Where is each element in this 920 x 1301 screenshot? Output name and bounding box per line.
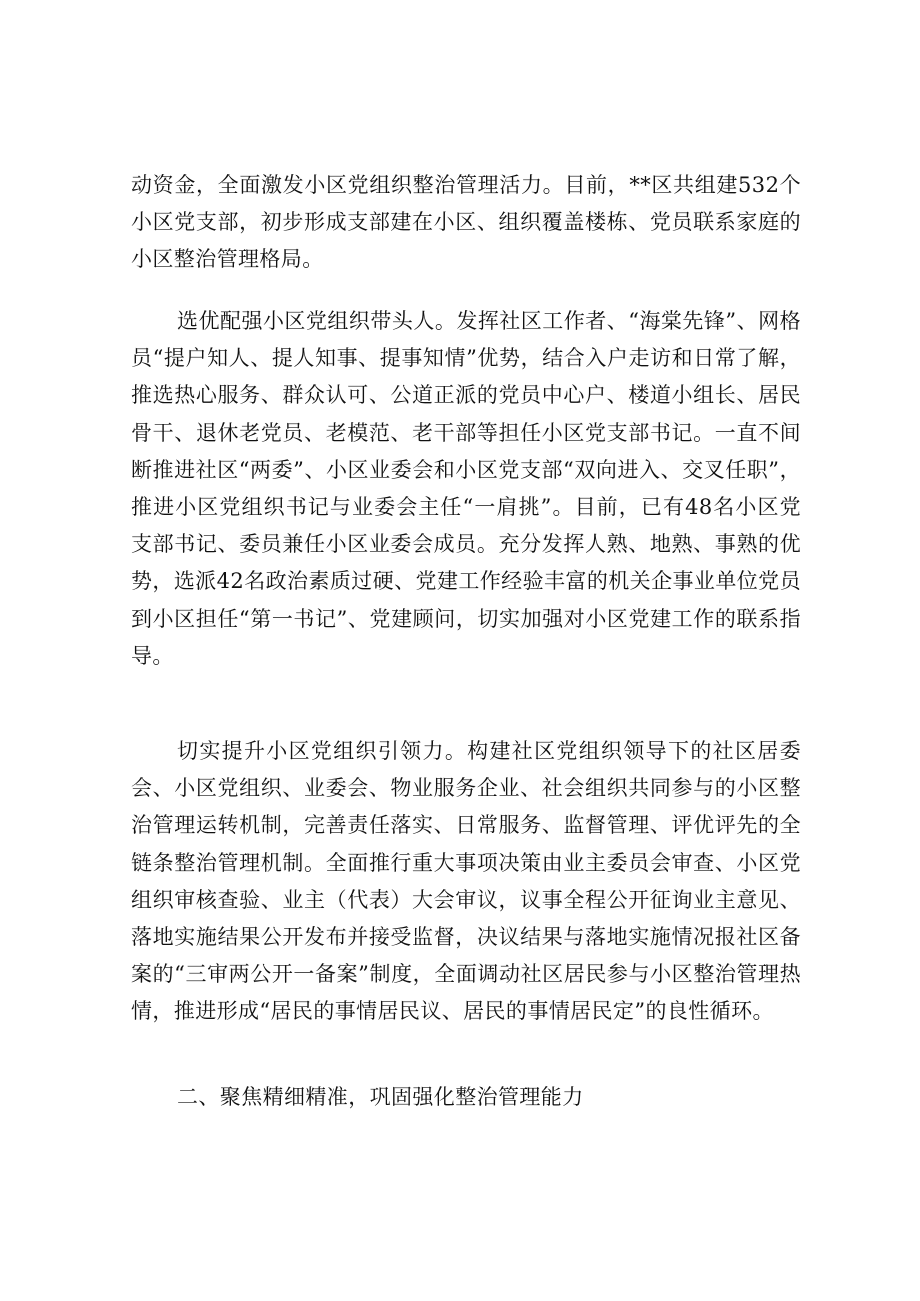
- section-heading-block: [131, 1079, 801, 1116]
- body-text-continuation: [131, 167, 801, 279]
- section-heading: 二、聚焦精细精准，巩固强化整治管理能力: [177, 1085, 584, 1109]
- body-text-leadership: [131, 733, 801, 1031]
- paragraph-continuation: 动资金，全面激发小区党组织整治管理活力。目前，**区共组建532个小区党支部，初步形成支部建在小区、组织覆盖楼栋、党员联系家庭的小区整治管理格局。: [131, 173, 801, 272]
- body-text-leaders: [131, 303, 801, 675]
- paragraph-select-leaders: 选优配强小区党组织带头人。发挥社区工作者、“海棠先锋”、网格员“提户知人、提人知事、提事知情”优势，结合入户走访和日常了解，推选热心服务、群众认可、公道正派的党员中心户、楼道小组长、居民骨干、退休老党员、老模范、老干部等担任小区党支部书记。一直不间断推进社区“两委”、小区业委会和小区党支部“双向进入、交叉任职”，推进小区党组织书记与业委会主任“一肩挑”。目前，已有48名小区党支部书记、委员兼任小区业委会成员。充分发挥人熟、地熟、事熟的优势，选派42名政治素质过硬、党建工作经验丰富的机关企事业单位党员到小区担任“第一书记”、党建顾问，切实加强对小区党建工作的联系指导。: [131, 309, 801, 668]
- paragraph-enhance-leadership: 切实提升小区党组织引领力。构建社区党组织领导下的社区居委会、小区党组织、业委会、物业服务企业、社会组织共同参与的小区整治管理运转机制，完善责任落实、日常服务、监督管理、评优评先的全链条整治管理机制。全面推行重大事项决策由业主委员会审查、小区党组织审核查验、业主（代表）大会审议，议事全程公开征询业主意见、落地实施结果公开发布并接受监督，决议结果与落地实施情况报社区备案的“三审两公开一备案”制度，全面调动社区居民参与小区整治管理热情，推进形成“居民的事情居民议、居民的事情居民定”的良性循环。: [131, 739, 801, 1024]
